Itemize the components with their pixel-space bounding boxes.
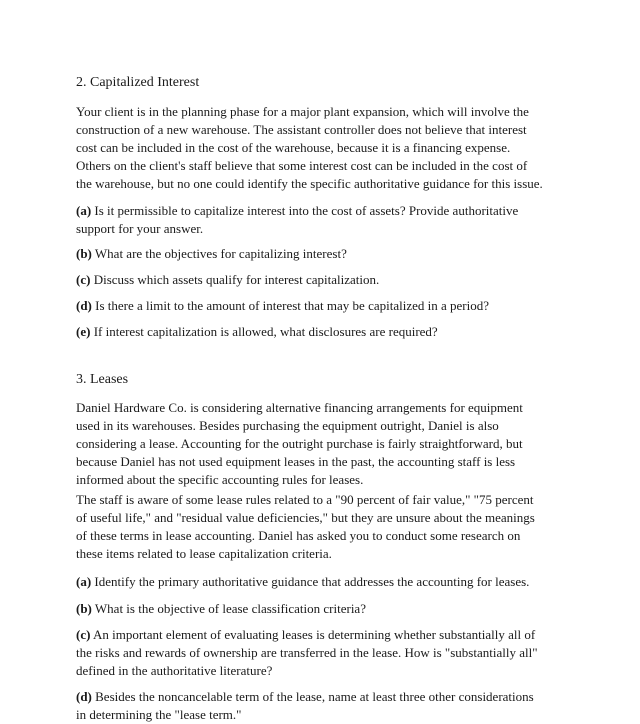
question-line: (a) Identify the primary authoritative guidance that addresses the accounting for leases. [76, 574, 530, 589]
question-label: (a) [76, 203, 92, 218]
text-line: Your client is in the planning phase for a major plant expansion, which will involve the [76, 104, 529, 119]
question-line: (c) Discuss which assets qualify for interest capitalization. [76, 272, 380, 287]
text-line: cost can be included in the cost of the warehouse, because it is a financing expense. [76, 140, 511, 155]
question-label: (b) [76, 246, 92, 261]
question-line: (b) What is the objective of lease classification criteria? [76, 601, 366, 616]
question-line: the risks and rewards of ownership are transferred in the lease. How is "substantially all" [76, 645, 538, 660]
text-line: of these terms in lease accounting. Daniel has asked you to conduct some research on [76, 528, 521, 543]
question-b [76, 245, 347, 263]
text-line: The staff is aware of some lease rules related to a "90 percent of fair value," "75 percent [76, 492, 534, 507]
question-label: (a) [76, 574, 92, 589]
section-3-heading: 3. Leases [76, 372, 129, 387]
question-line: support for your answer. [76, 221, 204, 236]
section-2-heading: 2. Capitalized Interest [76, 75, 200, 90]
question-line: defined in the authoritative literature? [76, 663, 273, 678]
question-d [76, 688, 534, 724]
question-label: (d) [76, 689, 92, 704]
question-line: (c) An important element of evaluating leases is determining whether substantially all of [76, 627, 536, 642]
section-2-intro [76, 103, 543, 193]
section-2-heading-block [76, 74, 199, 92]
text-line: because Daniel has not used equipment leases in the past, the accounting staff is less [76, 454, 516, 469]
question-a [76, 573, 529, 591]
section-3-intro-2 [76, 491, 535, 563]
text-line: of useful life," and "residual value deficiencies," but they are unsure about the meanings [76, 510, 535, 525]
text-line: the warehouse, but no one could identify the specific authoritative guidance for this issue. [76, 176, 543, 191]
question-c [76, 271, 379, 289]
section-3-intro [76, 399, 523, 489]
text-line: construction of a new warehouse. The assistant controller does not believe that interest [76, 122, 527, 137]
question-label: (b) [76, 601, 92, 616]
question-line: (a) Is it permissible to capitalize interest into the cost of assets? Provide authoritative [76, 203, 519, 218]
text-line: these items related to lease capitalization criteria. [76, 546, 332, 561]
question-label: (c) [76, 627, 91, 642]
question-line: (d) Is there a limit to the amount of interest that may be capitalized in a period? [76, 298, 489, 313]
question-line: in determining the "lease term." [76, 707, 242, 722]
question-label: (d) [76, 298, 92, 313]
text-line: informed about the specific accounting rules for leases. [76, 472, 364, 487]
question-label: (c) [76, 272, 91, 287]
question-d [76, 297, 489, 315]
question-e [76, 323, 438, 341]
question-label: (e) [76, 324, 91, 339]
question-c [76, 626, 538, 680]
question-line: (e) If interest capitalization is allowed, what disclosures are required? [76, 324, 438, 339]
text-line: considering a lease. Accounting for the outright purchase is fairly straightforward, but [76, 436, 523, 451]
question-b [76, 600, 366, 618]
question-a [76, 202, 518, 238]
section-3-heading-block [76, 371, 128, 389]
question-line: (b) What are the objectives for capitalizing interest? [76, 246, 347, 261]
text-line: used in its warehouses. Besides purchasing the equipment outright, Daniel is also [76, 418, 499, 433]
text-line: Others on the client's staff believe that some interest cost can be included in the cost of [76, 158, 528, 173]
question-line: (d) Besides the noncancelable term of the lease, name at least three other considerations [76, 689, 534, 704]
text-line: Daniel Hardware Co. is considering alternative financing arrangements for equipment [76, 400, 523, 415]
